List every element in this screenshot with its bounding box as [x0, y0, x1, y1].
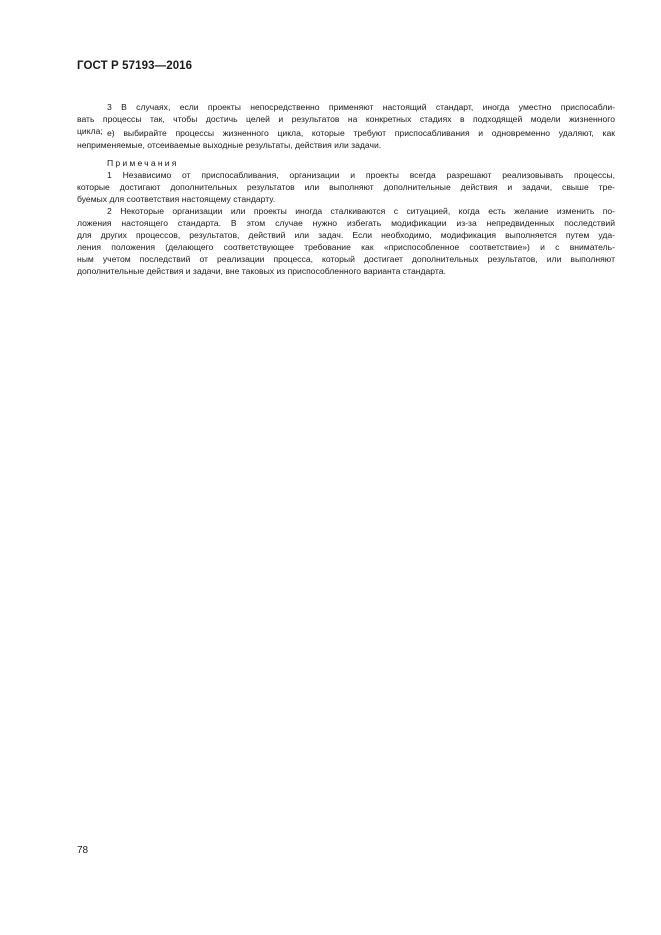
- text-line: 2 Некоторые организации или проекты иногда сталкиваются с ситуацией, когда есть желание изменить по-: [107, 206, 615, 216]
- text-line: е) выбирайте процессы жизненного цикла, которые требуют приспосабливания и одновременно удаляют, как: [107, 128, 615, 138]
- text-line: вать процессы так, чтобы достичь целей и результатов на конкретных стадиях в подходящей модели жизненного: [77, 114, 615, 124]
- text-line: неприменяемые, отсеиваемые выходные результаты, действия или задачи.: [77, 140, 382, 150]
- paragraph-item-e: [77, 127, 615, 151]
- text-line: 1 Независимо от приспосабливания, организации и проекты всегда разрешают реализовывать процессы,: [107, 170, 615, 180]
- document-header: ГОСТ Р 57193—2016: [77, 60, 193, 72]
- text-line: 3 В случаях, если проекты непосредственно применяют настоящий стандарт, иногда уместно приспосабли-: [107, 102, 615, 112]
- text-line: буемых для соответствия настоящему стандарту.: [77, 194, 276, 204]
- page-number: 78: [77, 845, 89, 856]
- notes-heading: Примечания: [107, 158, 179, 168]
- text-line: которые достигают дополнительных результатов или выполняют дополнительные действия и задачи, свыше тре-: [77, 182, 615, 192]
- text-line: ления положения (делающего соответствующее требование как «приспособленное соответствие») и с вниматель-: [77, 242, 615, 252]
- text-line: ным учетом последствий от реализации процесса, который достигает дополнительных результатов, или выполняют: [77, 254, 615, 264]
- text-line: дополнительные действия и задачи, вне таковых из приспособленного варианта стандарта.: [77, 266, 446, 276]
- notes-block: [77, 157, 615, 169]
- note-1: [77, 169, 615, 205]
- text-line: ложения настоящего стандарта. В этом случае нужно избегать модификации из-за непредвиденных последствий: [77, 218, 615, 228]
- text-line: цикла;: [77, 126, 103, 136]
- text-line: для других процессов, результатов, действий или задач. Если необходимо, модификация выполняется путем уда-: [77, 230, 615, 240]
- note-2: [77, 205, 615, 277]
